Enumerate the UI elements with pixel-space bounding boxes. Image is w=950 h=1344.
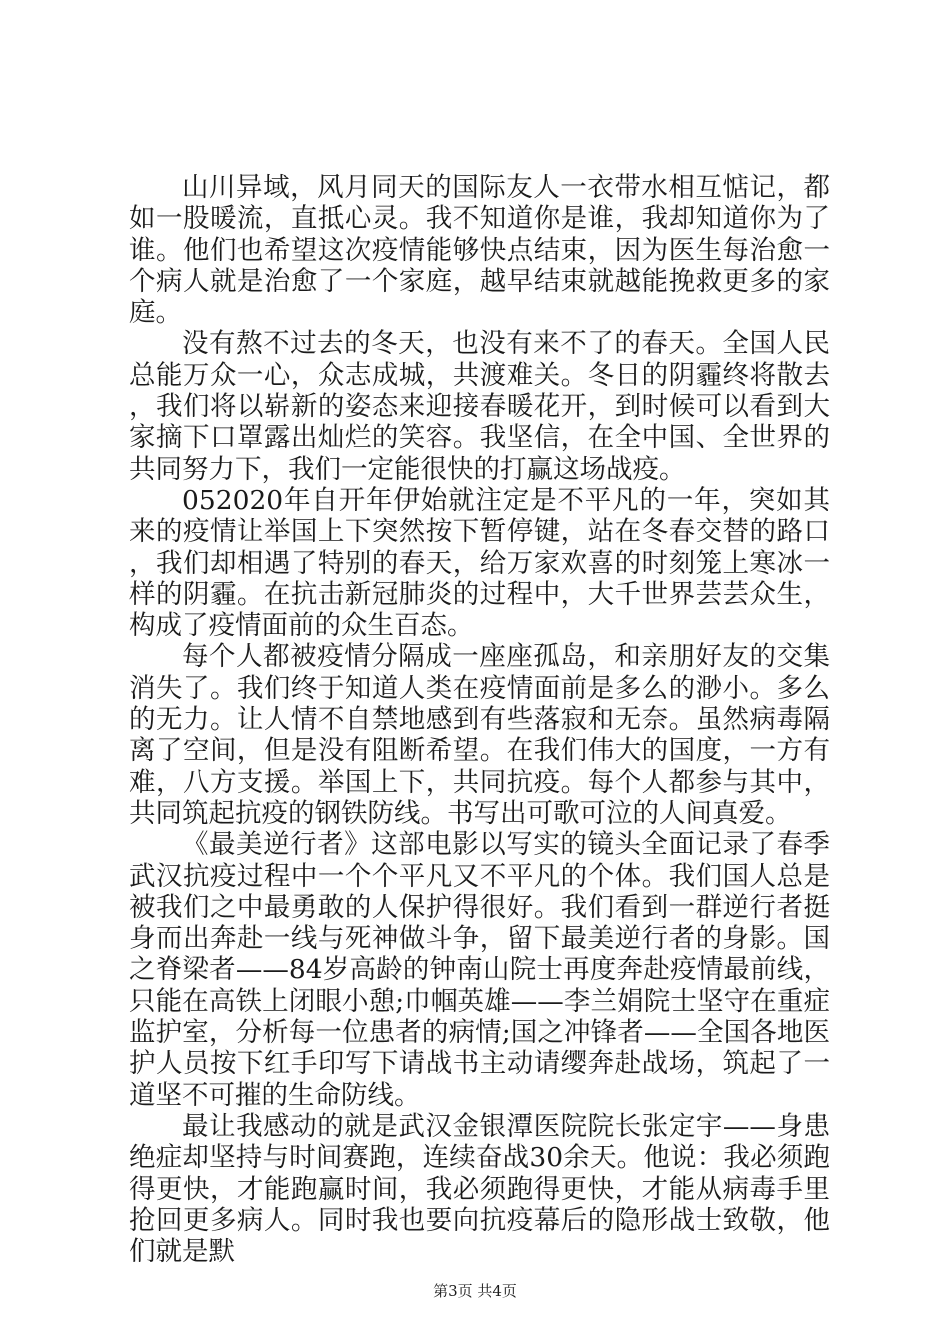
paragraph-1: 山川异域，风月同天的国际友人一衣带水相互惦记，都如一股暖流，直抵心灵。我不知道你是谁，我却知道你为了谁。他们也希望这次疫情能够快点结束，因为医生每治愈一个病人就是治愈了一个家庭，越早结束就越能挽救更多的家庭。 (129, 172, 830, 329)
paragraph-5: 《最美逆行者》这部电影以写实的镜头全面记录了春季武汉抗疫过程中一个个平凡又不平凡的个体。我们国人总是被我们之中最勇敢的人保护得很好。我们看到一群逆行者挺身而出奔赴一线与死神做斗争，留下最美逆行者的身影。国之脊梁者——84岁高龄的钟南山院士再度奔赴疫情最前线，只能在高铁上闭眼小憩;巾帼英雄——李兰娟院士坚守在重症监护室，分析每一位患者的病情;国之冲锋者——全国各地医护人员按下红手印写下请战书主动请缨奔赴战场，筑起了一道坚不可摧的生命防线。 (129, 829, 830, 1111)
paragraph-4: 每个人都被疫情分隔成一座座孤岛，和亲朋好友的交集消失了。我们终于知道人类在疫情面前是多么的渺小。多么的无力。让人情不自禁地感到有些落寂和无奈。虽然病毒隔离了空间，但是没有阻断希望。在我们伟大的国度，一方有难，八方支援。举国上下，共同抗疫。每个人都参与其中，共同筑起抗疫的钢铁防线。书写出可歌可泣的人间真爱。 (129, 641, 830, 829)
paragraph-3: 052020年自开年伊始就注定是不平凡的一年，突如其来的疫情让举国上下突然按下暂停键，站在冬春交替的路口，我们却相遇了特别的春天，给万家欢喜的时刻笼上寒冰一样的阴霾。在抗击新冠肺炎的过程中，大千世界芸芸众生，构成了疫情面前的众生百态。 (129, 484, 830, 642)
body-text (129, 172, 830, 1267)
page-footer: 第3页 共4页 (433, 1282, 517, 1300)
paragraph-6: 最让我感动的就是武汉金银潭医院院长张定宇——身患绝症却坚持与时间赛跑，连续奋战30余天。他说：我必须跑得更快，才能跑赢时间，我必须跑得更快，才能从病毒手里抢回更多病人。同时我也要向抗疫幕后的隐形战士致敬，他们就是默 (129, 1110, 830, 1268)
paragraph-2: 没有熬不过去的冬天，也没有来不了的春天。全国人民总能万众一心，众志成城，共渡难关。冬日的阴霾终将散去，我们将以崭新的姿态来迎接春暖花开，到时候可以看到大家摘下口罩露出灿烂的笑容。我坚信，在全中国、全世界的共同努力下，我们一定能很快的打赢这场战疫。 (129, 328, 830, 485)
